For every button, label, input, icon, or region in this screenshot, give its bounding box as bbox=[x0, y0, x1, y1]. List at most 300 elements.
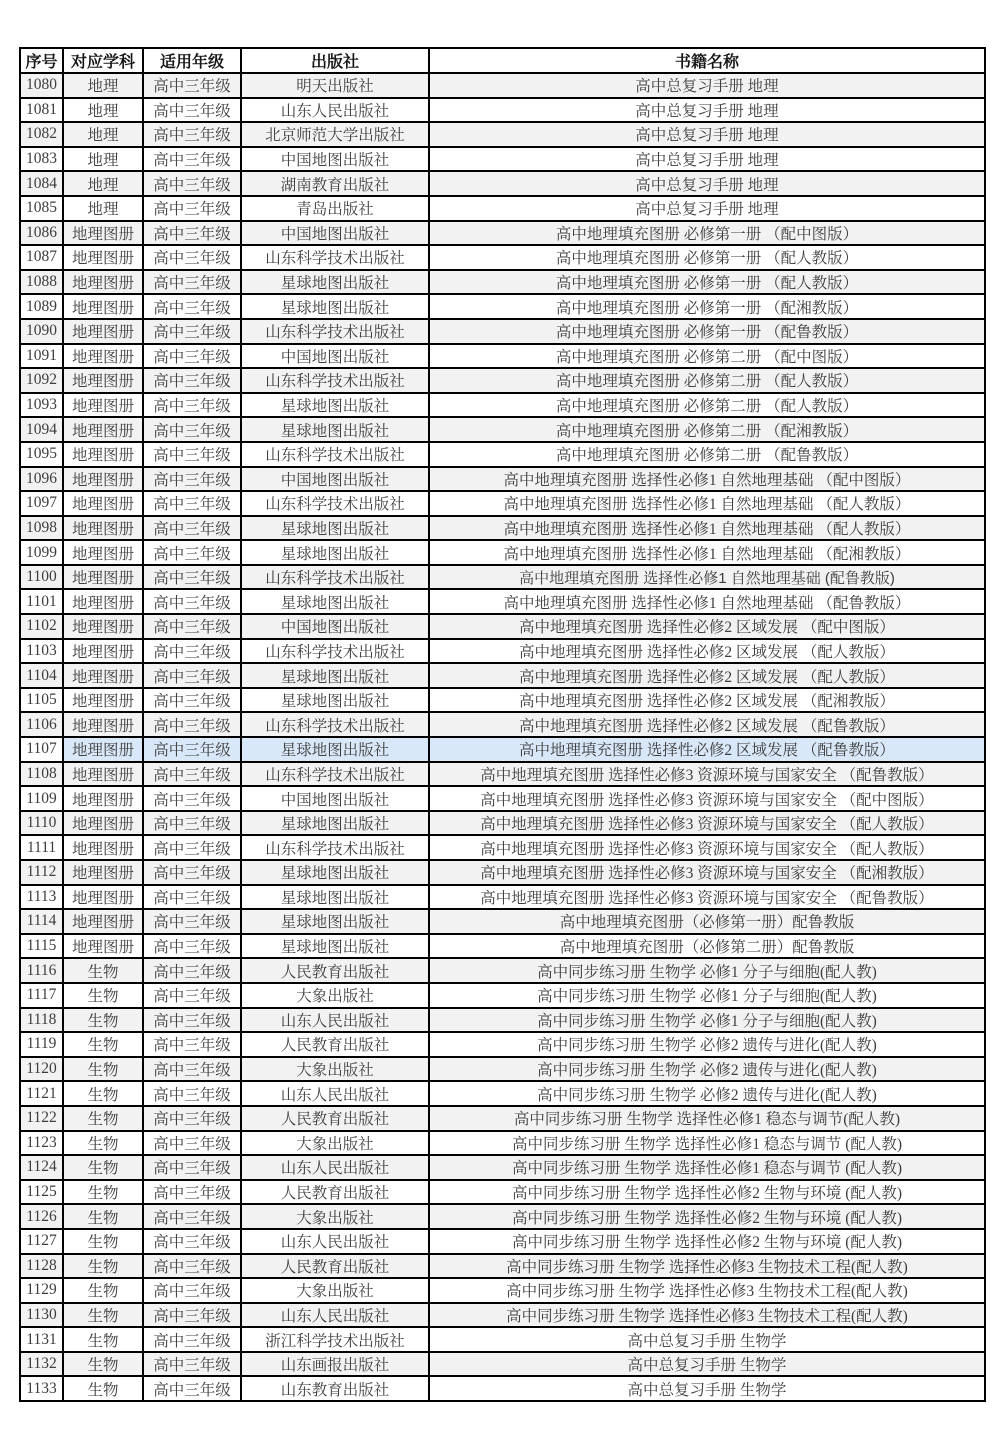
cell-serial[interactable]: 1085 bbox=[20, 196, 63, 221]
cell-subject[interactable]: 地理图册 bbox=[63, 344, 143, 369]
cell-publisher[interactable]: 星球地图出版社 bbox=[241, 540, 429, 565]
cell-grade[interactable]: 高中三年级 bbox=[143, 712, 241, 737]
cell-grade[interactable]: 高中三年级 bbox=[143, 1032, 241, 1057]
table-row[interactable] bbox=[20, 1352, 985, 1377]
cell-book-title[interactable]: 高中同步练习册 生物学 必修1 分子与细胞(配人教) bbox=[429, 958, 985, 983]
table-row[interactable] bbox=[20, 1254, 985, 1279]
cell-subject[interactable]: 生物 bbox=[63, 958, 143, 983]
cell-book-title[interactable]: 高中同步练习册 生物学 选择性必修2 生物与环境 (配人教) bbox=[429, 1204, 985, 1229]
cell-grade[interactable]: 高中三年级 bbox=[143, 1254, 241, 1279]
cell-book-title[interactable]: 高中地理填充图册 必修第二册 （配中图版） bbox=[429, 344, 985, 369]
cell-book-title[interactable]: 高中地理填充图册 选择性必修2 区域发展 （配鲁教版） bbox=[429, 737, 985, 762]
cell-publisher[interactable]: 星球地图出版社 bbox=[241, 737, 429, 762]
cell-serial[interactable]: 1102 bbox=[20, 614, 63, 639]
cell-publisher[interactable]: 中国地图出版社 bbox=[241, 147, 429, 172]
cell-subject[interactable]: 地理图册 bbox=[63, 860, 143, 885]
cell-subject[interactable]: 地理图册 bbox=[63, 516, 143, 541]
table-row[interactable] bbox=[20, 1204, 985, 1229]
cell-grade[interactable]: 高中三年级 bbox=[143, 344, 241, 369]
cell-grade[interactable]: 高中三年级 bbox=[143, 516, 241, 541]
cell-subject[interactable]: 地理 bbox=[63, 73, 143, 98]
cell-book-title[interactable]: 高中地理填充图册 必修第二册 （配湘教版） bbox=[429, 417, 985, 442]
cell-grade[interactable]: 高中三年级 bbox=[143, 1278, 241, 1303]
cell-publisher[interactable]: 大象出版社 bbox=[241, 1204, 429, 1229]
cell-subject[interactable]: 生物 bbox=[63, 1278, 143, 1303]
table-row[interactable] bbox=[20, 147, 985, 172]
cell-subject[interactable]: 生物 bbox=[63, 1131, 143, 1156]
table-row[interactable] bbox=[20, 885, 985, 910]
cell-grade[interactable]: 高中三年级 bbox=[143, 147, 241, 172]
cell-grade[interactable]: 高中三年级 bbox=[143, 835, 241, 860]
cell-serial[interactable]: 1122 bbox=[20, 1106, 63, 1131]
cell-grade[interactable]: 高中三年级 bbox=[143, 491, 241, 516]
cell-publisher[interactable]: 中国地图出版社 bbox=[241, 614, 429, 639]
cell-subject[interactable]: 生物 bbox=[63, 1254, 143, 1279]
table-row[interactable] bbox=[20, 958, 985, 983]
table-row[interactable] bbox=[20, 1278, 985, 1303]
cell-subject[interactable]: 生物 bbox=[63, 1303, 143, 1328]
cell-book-title[interactable]: 高中同步练习册 生物学 选择性必修1 稳态与调节 (配人教) bbox=[429, 1155, 985, 1180]
cell-serial[interactable]: 1130 bbox=[20, 1303, 63, 1328]
cell-book-title[interactable]: 高中地理填充图册 选择性必修2 区域发展 （配鲁教版） bbox=[429, 712, 985, 737]
cell-serial[interactable]: 1110 bbox=[20, 811, 63, 836]
cell-grade[interactable]: 高中三年级 bbox=[143, 1081, 241, 1106]
cell-grade[interactable]: 高中三年级 bbox=[143, 1327, 241, 1352]
cell-publisher[interactable]: 山东科学技术出版社 bbox=[241, 565, 429, 590]
cell-grade[interactable]: 高中三年级 bbox=[143, 1131, 241, 1156]
cell-serial[interactable]: 1115 bbox=[20, 934, 63, 959]
cell-serial[interactable]: 1133 bbox=[20, 1376, 63, 1401]
table-row[interactable] bbox=[20, 319, 985, 344]
cell-subject[interactable]: 地理图册 bbox=[63, 614, 143, 639]
cell-subject[interactable]: 生物 bbox=[63, 1008, 143, 1033]
cell-publisher[interactable]: 星球地图出版社 bbox=[241, 393, 429, 418]
cell-subject[interactable]: 生物 bbox=[63, 1327, 143, 1352]
cell-subject[interactable]: 生物 bbox=[63, 1229, 143, 1254]
table-row[interactable] bbox=[20, 1303, 985, 1328]
cell-publisher[interactable]: 星球地图出版社 bbox=[241, 885, 429, 910]
table-row[interactable] bbox=[20, 639, 985, 664]
table-row[interactable] bbox=[20, 835, 985, 860]
cell-subject[interactable]: 地理 bbox=[63, 147, 143, 172]
cell-grade[interactable]: 高中三年级 bbox=[143, 294, 241, 319]
cell-grade[interactable]: 高中三年级 bbox=[143, 1057, 241, 1082]
cell-book-title[interactable]: 高中地理填充图册 必修第一册 （配人教版） bbox=[429, 245, 985, 270]
cell-grade[interactable]: 高中三年级 bbox=[143, 663, 241, 688]
cell-subject[interactable]: 地理图册 bbox=[63, 639, 143, 664]
cell-subject[interactable]: 地理图册 bbox=[63, 540, 143, 565]
cell-publisher[interactable]: 星球地图出版社 bbox=[241, 688, 429, 713]
cell-book-title[interactable]: 高中地理填充图册 必修第二册 （配鲁教版） bbox=[429, 442, 985, 467]
cell-subject[interactable]: 地理图册 bbox=[63, 712, 143, 737]
cell-serial[interactable]: 1132 bbox=[20, 1352, 63, 1377]
cell-subject[interactable]: 地理图册 bbox=[63, 368, 143, 393]
cell-publisher[interactable]: 星球地图出版社 bbox=[241, 417, 429, 442]
cell-serial[interactable]: 1092 bbox=[20, 368, 63, 393]
cell-book-title[interactable]: 高中地理填充图册 选择性必修2 区域发展 （配中图版） bbox=[429, 614, 985, 639]
table-row[interactable] bbox=[20, 762, 985, 787]
cell-book-title[interactable]: 高中同步练习册 生物学 必修2 遗传与进化(配人教) bbox=[429, 1032, 985, 1057]
cell-serial[interactable]: 1114 bbox=[20, 909, 63, 934]
cell-grade[interactable]: 高中三年级 bbox=[143, 934, 241, 959]
cell-book-title[interactable]: 高中地理填充图册 选择性必修1 自然地理基础 （配鲁教版） bbox=[429, 589, 985, 614]
table-row[interactable] bbox=[20, 565, 985, 590]
cell-subject[interactable]: 地理 bbox=[63, 196, 143, 221]
table-row[interactable] bbox=[20, 221, 985, 246]
cell-serial[interactable]: 1105 bbox=[20, 688, 63, 713]
cell-subject[interactable]: 地理图册 bbox=[63, 835, 143, 860]
table-row[interactable] bbox=[20, 1131, 985, 1156]
cell-serial[interactable]: 1116 bbox=[20, 958, 63, 983]
cell-book-title[interactable]: 高中同步练习册 生物学 选择性必修3 生物技术工程(配人教) bbox=[429, 1303, 985, 1328]
cell-grade[interactable]: 高中三年级 bbox=[143, 958, 241, 983]
cell-book-title[interactable]: 高中地理填充图册 必修第二册 （配人教版） bbox=[429, 368, 985, 393]
table-row[interactable] bbox=[20, 737, 985, 762]
cell-book-title[interactable]: 高中同步练习册 生物学 选择性必修1 稳态与调节(配人教) bbox=[429, 1106, 985, 1131]
cell-grade[interactable]: 高中三年级 bbox=[143, 1155, 241, 1180]
cell-subject[interactable]: 地理图册 bbox=[63, 294, 143, 319]
cell-subject[interactable]: 地理图册 bbox=[63, 442, 143, 467]
cell-publisher[interactable]: 山东画报出版社 bbox=[241, 1352, 429, 1377]
cell-publisher[interactable]: 星球地图出版社 bbox=[241, 516, 429, 541]
cell-serial[interactable]: 1082 bbox=[20, 122, 63, 147]
cell-subject[interactable]: 生物 bbox=[63, 1204, 143, 1229]
cell-publisher[interactable]: 星球地图出版社 bbox=[241, 270, 429, 295]
cell-book-title[interactable]: 高中地理填充图册（必修第二册）配鲁教版 bbox=[429, 934, 985, 959]
cell-book-title[interactable]: 高中地理填充图册 选择性必修1 自然地理基础 （配人教版） bbox=[429, 491, 985, 516]
cell-grade[interactable]: 高中三年级 bbox=[143, 1229, 241, 1254]
cell-book-title[interactable]: 高中同步练习册 生物学 选择性必修2 生物与环境 (配人教) bbox=[429, 1180, 985, 1205]
table-row[interactable] bbox=[20, 1229, 985, 1254]
cell-book-title[interactable]: 高中总复习手册 地理 bbox=[429, 122, 985, 147]
cell-book-title[interactable]: 高中地理填充图册 选择性必修2 区域发展 （配人教版） bbox=[429, 639, 985, 664]
cell-serial[interactable]: 1124 bbox=[20, 1155, 63, 1180]
cell-serial[interactable]: 1081 bbox=[20, 98, 63, 123]
cell-book-title[interactable]: 高中总复习手册 生物学 bbox=[429, 1376, 985, 1401]
cell-serial[interactable]: 1120 bbox=[20, 1057, 63, 1082]
table-row[interactable] bbox=[20, 368, 985, 393]
table-row[interactable] bbox=[20, 467, 985, 492]
cell-subject[interactable]: 地理 bbox=[63, 122, 143, 147]
cell-publisher[interactable]: 大象出版社 bbox=[241, 983, 429, 1008]
cell-subject[interactable]: 生物 bbox=[63, 1081, 143, 1106]
cell-grade[interactable]: 高中三年级 bbox=[143, 589, 241, 614]
cell-publisher[interactable]: 中国地图出版社 bbox=[241, 344, 429, 369]
cell-serial[interactable]: 1080 bbox=[20, 73, 63, 98]
table-row[interactable] bbox=[20, 1057, 985, 1082]
cell-publisher[interactable]: 山东人民出版社 bbox=[241, 1155, 429, 1180]
cell-grade[interactable]: 高中三年级 bbox=[143, 196, 241, 221]
cell-book-title[interactable]: 高中地理填充图册 选择性必修3 资源环境与国家安全 （配人教版） bbox=[429, 811, 985, 836]
cell-grade[interactable]: 高中三年级 bbox=[143, 762, 241, 787]
cell-grade[interactable]: 高中三年级 bbox=[143, 811, 241, 836]
cell-subject[interactable]: 地理图册 bbox=[63, 245, 143, 270]
cell-serial[interactable]: 1104 bbox=[20, 663, 63, 688]
cell-subject[interactable]: 生物 bbox=[63, 1155, 143, 1180]
cell-serial[interactable]: 1118 bbox=[20, 1008, 63, 1033]
cell-subject[interactable]: 地理图册 bbox=[63, 885, 143, 910]
cell-book-title[interactable]: 高中地理填充图册 选择性必修1 自然地理基础 （配人教版） bbox=[429, 516, 985, 541]
cell-publisher[interactable]: 山东人民出版社 bbox=[241, 98, 429, 123]
table-row[interactable] bbox=[20, 983, 985, 1008]
cell-subject[interactable]: 地理图册 bbox=[63, 270, 143, 295]
cell-grade[interactable]: 高中三年级 bbox=[143, 221, 241, 246]
table-row[interactable] bbox=[20, 1106, 985, 1131]
cell-grade[interactable]: 高中三年级 bbox=[143, 1303, 241, 1328]
table-row[interactable] bbox=[20, 98, 985, 123]
cell-grade[interactable]: 高中三年级 bbox=[143, 73, 241, 98]
cell-publisher[interactable]: 北京师范大学出版社 bbox=[241, 122, 429, 147]
cell-subject[interactable]: 地理图册 bbox=[63, 417, 143, 442]
cell-grade[interactable]: 高中三年级 bbox=[143, 639, 241, 664]
table-row[interactable] bbox=[20, 245, 985, 270]
cell-serial[interactable]: 1097 bbox=[20, 491, 63, 516]
cell-subject[interactable]: 地理图册 bbox=[63, 589, 143, 614]
table-row[interactable] bbox=[20, 417, 985, 442]
cell-serial[interactable]: 1098 bbox=[20, 516, 63, 541]
cell-serial[interactable]: 1113 bbox=[20, 885, 63, 910]
cell-publisher[interactable]: 青岛出版社 bbox=[241, 196, 429, 221]
cell-publisher[interactable]: 山东科学技术出版社 bbox=[241, 762, 429, 787]
cell-publisher[interactable]: 星球地图出版社 bbox=[241, 589, 429, 614]
cell-grade[interactable]: 高中三年级 bbox=[143, 909, 241, 934]
cell-publisher[interactable]: 中国地图出版社 bbox=[241, 467, 429, 492]
cell-grade[interactable]: 高中三年级 bbox=[143, 1106, 241, 1131]
cell-grade[interactable]: 高中三年级 bbox=[143, 737, 241, 762]
cell-publisher[interactable]: 山东科学技术出版社 bbox=[241, 639, 429, 664]
cell-book-title[interactable]: 高中地理填充图册 选择性必修3 资源环境与国家安全 （配中图版） bbox=[429, 786, 985, 811]
table-row[interactable] bbox=[20, 196, 985, 221]
cell-grade[interactable]: 高中三年级 bbox=[143, 1008, 241, 1033]
cell-serial[interactable]: 1112 bbox=[20, 860, 63, 885]
cell-grade[interactable]: 高中三年级 bbox=[143, 245, 241, 270]
cell-grade[interactable]: 高中三年级 bbox=[143, 1204, 241, 1229]
cell-subject[interactable]: 地理图册 bbox=[63, 786, 143, 811]
cell-book-title[interactable]: 高中同步练习册 生物学 必修1 分子与细胞(配人教) bbox=[429, 1008, 985, 1033]
cell-grade[interactable]: 高中三年级 bbox=[143, 786, 241, 811]
cell-serial[interactable]: 1107 bbox=[20, 737, 63, 762]
cell-book-title[interactable]: 高中同步练习册 生物学 选择性必修1 稳态与调节 (配人教) bbox=[429, 1131, 985, 1156]
table-row[interactable] bbox=[20, 171, 985, 196]
cell-serial[interactable]: 1123 bbox=[20, 1131, 63, 1156]
cell-grade[interactable]: 高中三年级 bbox=[143, 860, 241, 885]
cell-book-title[interactable]: 高中地理填充图册（必修第一册）配鲁教版 bbox=[429, 909, 985, 934]
cell-publisher[interactable]: 山东科学技术出版社 bbox=[241, 245, 429, 270]
cell-subject[interactable]: 生物 bbox=[63, 1352, 143, 1377]
table-row[interactable] bbox=[20, 1327, 985, 1352]
cell-grade[interactable]: 高中三年级 bbox=[143, 122, 241, 147]
cell-subject[interactable]: 地理图册 bbox=[63, 811, 143, 836]
cell-subject[interactable]: 生物 bbox=[63, 1057, 143, 1082]
cell-serial[interactable]: 1087 bbox=[20, 245, 63, 270]
cell-serial[interactable]: 1096 bbox=[20, 467, 63, 492]
cell-publisher[interactable]: 人民教育出版社 bbox=[241, 958, 429, 983]
cell-book-title[interactable]: 高中总复习手册 生物学 bbox=[429, 1352, 985, 1377]
cell-book-title[interactable]: 高中总复习手册 地理 bbox=[429, 147, 985, 172]
cell-grade[interactable]: 高中三年级 bbox=[143, 1376, 241, 1401]
table-row[interactable] bbox=[20, 1081, 985, 1106]
table-row[interactable] bbox=[20, 540, 985, 565]
cell-subject[interactable]: 地理图册 bbox=[63, 393, 143, 418]
cell-serial[interactable]: 1084 bbox=[20, 171, 63, 196]
cell-grade[interactable]: 高中三年级 bbox=[143, 270, 241, 295]
cell-publisher[interactable]: 人民教育出版社 bbox=[241, 1032, 429, 1057]
cell-serial[interactable]: 1088 bbox=[20, 270, 63, 295]
cell-subject[interactable]: 地理图册 bbox=[63, 688, 143, 713]
cell-subject[interactable]: 地理图册 bbox=[63, 319, 143, 344]
cell-publisher[interactable]: 星球地图出版社 bbox=[241, 294, 429, 319]
table-row[interactable] bbox=[20, 73, 985, 98]
table-row[interactable] bbox=[20, 294, 985, 319]
cell-grade[interactable]: 高中三年级 bbox=[143, 319, 241, 344]
cell-grade[interactable]: 高中三年级 bbox=[143, 417, 241, 442]
cell-serial[interactable]: 1093 bbox=[20, 393, 63, 418]
cell-book-title[interactable]: 高中地理填充图册 选择性必修1 自然地理基础 （配湘教版） bbox=[429, 540, 985, 565]
cell-subject[interactable]: 生物 bbox=[63, 983, 143, 1008]
cell-grade[interactable]: 高中三年级 bbox=[143, 885, 241, 910]
cell-subject[interactable]: 地理图册 bbox=[63, 663, 143, 688]
cell-publisher[interactable]: 湖南教育出版社 bbox=[241, 171, 429, 196]
cell-publisher[interactable]: 人民教育出版社 bbox=[241, 1254, 429, 1279]
cell-book-title[interactable]: 高中总复习手册 地理 bbox=[429, 98, 985, 123]
cell-serial[interactable]: 1094 bbox=[20, 417, 63, 442]
cell-serial[interactable]: 1127 bbox=[20, 1229, 63, 1254]
cell-serial[interactable]: 1103 bbox=[20, 639, 63, 664]
cell-serial[interactable]: 1109 bbox=[20, 786, 63, 811]
cell-publisher[interactable]: 星球地图出版社 bbox=[241, 860, 429, 885]
cell-book-title[interactable]: 高中总复习手册 生物学 bbox=[429, 1327, 985, 1352]
cell-subject[interactable]: 地理图册 bbox=[63, 909, 143, 934]
cell-serial[interactable]: 1095 bbox=[20, 442, 63, 467]
table-row[interactable] bbox=[20, 1032, 985, 1057]
cell-serial[interactable]: 1101 bbox=[20, 589, 63, 614]
cell-publisher[interactable]: 山东人民出版社 bbox=[241, 1081, 429, 1106]
cell-serial[interactable]: 1117 bbox=[20, 983, 63, 1008]
cell-book-title[interactable]: 高中总复习手册 地理 bbox=[429, 171, 985, 196]
cell-subject[interactable]: 地理图册 bbox=[63, 762, 143, 787]
cell-grade[interactable]: 高中三年级 bbox=[143, 171, 241, 196]
cell-subject[interactable]: 生物 bbox=[63, 1106, 143, 1131]
cell-publisher[interactable]: 山东科学技术出版社 bbox=[241, 442, 429, 467]
cell-book-title[interactable]: 高中同步练习册 生物学 选择性必修2 生物与环境 (配人教) bbox=[429, 1229, 985, 1254]
cell-publisher[interactable]: 大象出版社 bbox=[241, 1057, 429, 1082]
cell-book-title[interactable]: 高中总复习手册 地理 bbox=[429, 196, 985, 221]
cell-grade[interactable]: 高中三年级 bbox=[143, 368, 241, 393]
cell-publisher[interactable]: 星球地图出版社 bbox=[241, 909, 429, 934]
cell-serial[interactable]: 1089 bbox=[20, 294, 63, 319]
table-row[interactable] bbox=[20, 934, 985, 959]
table-row[interactable] bbox=[20, 516, 985, 541]
table-row[interactable] bbox=[20, 344, 985, 369]
cell-subject[interactable]: 地理图册 bbox=[63, 491, 143, 516]
cell-book-title[interactable]: 高中地理填充图册 选择性必修2 区域发展 （配人教版） bbox=[429, 663, 985, 688]
cell-publisher[interactable]: 浙江科学技术出版社 bbox=[241, 1327, 429, 1352]
cell-subject[interactable]: 生物 bbox=[63, 1032, 143, 1057]
cell-serial[interactable]: 1086 bbox=[20, 221, 63, 246]
cell-book-title[interactable]: 高中地理填充图册 必修第一册 （配人教版） bbox=[429, 270, 985, 295]
cell-book-title[interactable]: 高中地理填充图册 选择性必修3 资源环境与国家安全 （配鲁教版） bbox=[429, 762, 985, 787]
table-row[interactable] bbox=[20, 786, 985, 811]
cell-grade[interactable]: 高中三年级 bbox=[143, 565, 241, 590]
table-row[interactable] bbox=[20, 712, 985, 737]
cell-grade[interactable]: 高中三年级 bbox=[143, 540, 241, 565]
cell-book-title[interactable]: 高中地理填充图册 选择性必修1 自然地理基础 (配鲁教版) bbox=[429, 565, 985, 590]
cell-grade[interactable]: 高中三年级 bbox=[143, 1352, 241, 1377]
cell-publisher[interactable]: 山东科学技术出版社 bbox=[241, 712, 429, 737]
cell-publisher[interactable]: 大象出版社 bbox=[241, 1278, 429, 1303]
cell-book-title[interactable]: 高中地理填充图册 必修第一册 （配鲁教版） bbox=[429, 319, 985, 344]
cell-subject[interactable]: 生物 bbox=[63, 1376, 143, 1401]
table-row[interactable] bbox=[20, 1155, 985, 1180]
table-row[interactable] bbox=[20, 1180, 985, 1205]
cell-grade[interactable]: 高中三年级 bbox=[143, 442, 241, 467]
cell-book-title[interactable]: 高中同步练习册 生物学 必修2 遗传与进化(配人教) bbox=[429, 1057, 985, 1082]
cell-book-title[interactable]: 高中同步练习册 生物学 选择性必修3 生物技术工程(配人教) bbox=[429, 1278, 985, 1303]
cell-publisher[interactable]: 山东教育出版社 bbox=[241, 1376, 429, 1401]
cell-serial[interactable]: 1126 bbox=[20, 1204, 63, 1229]
cell-book-title[interactable]: 高中同步练习册 生物学 必修1 分子与细胞(配人教) bbox=[429, 983, 985, 1008]
table-row[interactable] bbox=[20, 589, 985, 614]
table-row[interactable] bbox=[20, 270, 985, 295]
cell-book-title[interactable]: 高中地理填充图册 必修第一册 （配湘教版） bbox=[429, 294, 985, 319]
cell-serial[interactable]: 1106 bbox=[20, 712, 63, 737]
cell-grade[interactable]: 高中三年级 bbox=[143, 1180, 241, 1205]
cell-book-title[interactable]: 高中地理填充图册 选择性必修3 资源环境与国家安全 （配鲁教版） bbox=[429, 885, 985, 910]
cell-serial[interactable]: 1099 bbox=[20, 540, 63, 565]
table-row[interactable] bbox=[20, 860, 985, 885]
cell-publisher[interactable]: 星球地图出版社 bbox=[241, 934, 429, 959]
cell-serial[interactable]: 1091 bbox=[20, 344, 63, 369]
cell-subject[interactable]: 地理 bbox=[63, 98, 143, 123]
table-row[interactable] bbox=[20, 663, 985, 688]
cell-serial[interactable]: 1131 bbox=[20, 1327, 63, 1352]
cell-serial[interactable]: 1119 bbox=[20, 1032, 63, 1057]
table-row[interactable] bbox=[20, 614, 985, 639]
cell-grade[interactable]: 高中三年级 bbox=[143, 614, 241, 639]
cell-subject[interactable]: 生物 bbox=[63, 1180, 143, 1205]
table-row[interactable] bbox=[20, 442, 985, 467]
table-row[interactable] bbox=[20, 491, 985, 516]
cell-book-title[interactable]: 高中地理填充图册 必修第二册 （配人教版） bbox=[429, 393, 985, 418]
cell-serial[interactable]: 1128 bbox=[20, 1254, 63, 1279]
cell-book-title[interactable]: 高中地理填充图册 必修第一册 （配中图版） bbox=[429, 221, 985, 246]
cell-serial[interactable]: 1100 bbox=[20, 565, 63, 590]
cell-publisher[interactable]: 山东科学技术出版社 bbox=[241, 368, 429, 393]
cell-subject[interactable]: 地理图册 bbox=[63, 221, 143, 246]
cell-serial[interactable]: 1121 bbox=[20, 1081, 63, 1106]
cell-grade[interactable]: 高中三年级 bbox=[143, 393, 241, 418]
cell-book-title[interactable]: 高中地理填充图册 选择性必修2 区域发展 （配湘教版） bbox=[429, 688, 985, 713]
table-row[interactable] bbox=[20, 393, 985, 418]
cell-publisher[interactable]: 山东科学技术出版社 bbox=[241, 319, 429, 344]
cell-publisher[interactable]: 大象出版社 bbox=[241, 1131, 429, 1156]
cell-subject[interactable]: 地理图册 bbox=[63, 467, 143, 492]
cell-publisher[interactable]: 山东科学技术出版社 bbox=[241, 491, 429, 516]
cell-serial[interactable]: 1111 bbox=[20, 835, 63, 860]
cell-subject[interactable]: 地理图册 bbox=[63, 934, 143, 959]
cell-serial[interactable]: 1108 bbox=[20, 762, 63, 787]
table-row[interactable] bbox=[20, 811, 985, 836]
cell-grade[interactable]: 高中三年级 bbox=[143, 467, 241, 492]
cell-book-title[interactable]: 高中同步练习册 生物学 必修2 遗传与进化(配人教) bbox=[429, 1081, 985, 1106]
cell-publisher[interactable]: 山东人民出版社 bbox=[241, 1303, 429, 1328]
cell-publisher[interactable]: 山东人民出版社 bbox=[241, 1008, 429, 1033]
table-row[interactable] bbox=[20, 688, 985, 713]
cell-subject[interactable]: 地理图册 bbox=[63, 737, 143, 762]
cell-publisher[interactable]: 山东人民出版社 bbox=[241, 1229, 429, 1254]
cell-book-title[interactable]: 高中同步练习册 生物学 选择性必修3 生物技术工程(配人教) bbox=[429, 1254, 985, 1279]
cell-book-title[interactable]: 高中地理填充图册 选择性必修1 自然地理基础 （配中图版） bbox=[429, 467, 985, 492]
